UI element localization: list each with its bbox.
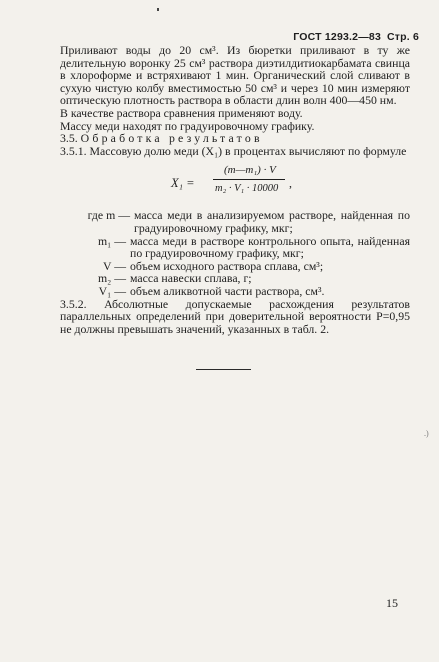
paragraph-reagents: Приливают воды до 20 см³. Из бюретки приливают в ту же делительную воронку 25 см³ раствора диэтилдитиокарбамата свинца в хлороформе и встряхивают 1 мин. Органический слой сливают в сухую чистую колбу вместимостью 50 см³ и через 10 мин измеряют оптическую плотность раствора в области длин волн 400—450 нм.	[60, 43, 410, 108]
section-number: 3.5.	[60, 131, 78, 146]
definition-text: масса меди в анализируемом растворе, найденная по градуировочному графику, мкг;	[134, 208, 410, 235]
page-label: Стр. 6	[386, 31, 419, 43]
definition-symbol: m₂ —	[97, 271, 126, 286]
definitions-list	[60, 209, 410, 297]
formula-numerator: (m—m₁) · V	[224, 164, 276, 177]
section-heading	[60, 132, 410, 145]
definition-text: масса меди в растворе контрольного опыта, найденная по градуировочному графику, мкг;	[130, 233, 410, 261]
standard-code: ГОСТ 1293.2—83	[293, 31, 381, 43]
scan-mark: .)	[424, 429, 429, 438]
formula	[60, 163, 410, 207]
formula-lhs: X₁ =	[171, 176, 195, 191]
definition-item	[60, 285, 410, 298]
paragraph-tolerance: 3.5.2. Абсолютные допускаемые расхождения результатов параллельных определений при доверительной вероятности P=0,95 не должны превышать значений, указанных в табл. 2.	[60, 296, 410, 336]
formula-trail: ,	[289, 176, 292, 191]
paragraph-reference: В качестве раствора сравнения применяют воду.	[60, 105, 303, 120]
definition-symbol: где m —	[87, 208, 130, 223]
scan-speck	[157, 8, 159, 11]
page-header	[293, 31, 419, 43]
definition-text: объем исходного раствора сплава, см³;	[130, 258, 324, 273]
definition-text: объем аликвотной части раствора, см³.	[130, 283, 325, 298]
definition-symbol: V₁ —	[98, 283, 126, 298]
section-title: Обработка результатов	[80, 131, 263, 146]
paragraph-calibration: Массу меди находят по градуировочному графику.	[60, 118, 315, 133]
definition-item	[28, 209, 410, 234]
page-number: 15	[386, 596, 398, 610]
definition-text: масса навески сплава, г;	[130, 271, 252, 286]
definition-symbol: V —	[102, 258, 126, 273]
end-rule	[196, 369, 251, 370]
fraction-bar	[213, 179, 285, 180]
document-body	[60, 44, 410, 335]
paragraph-formula-intro: 3.5.1. Массовую долю меди (X₁) в процентах вычисляют по формуле	[60, 143, 407, 158]
definition-symbol: m₁ —	[97, 233, 126, 248]
definition-item	[60, 235, 410, 260]
formula-denominator: m₂ · V₁ · 10000	[215, 183, 279, 195]
